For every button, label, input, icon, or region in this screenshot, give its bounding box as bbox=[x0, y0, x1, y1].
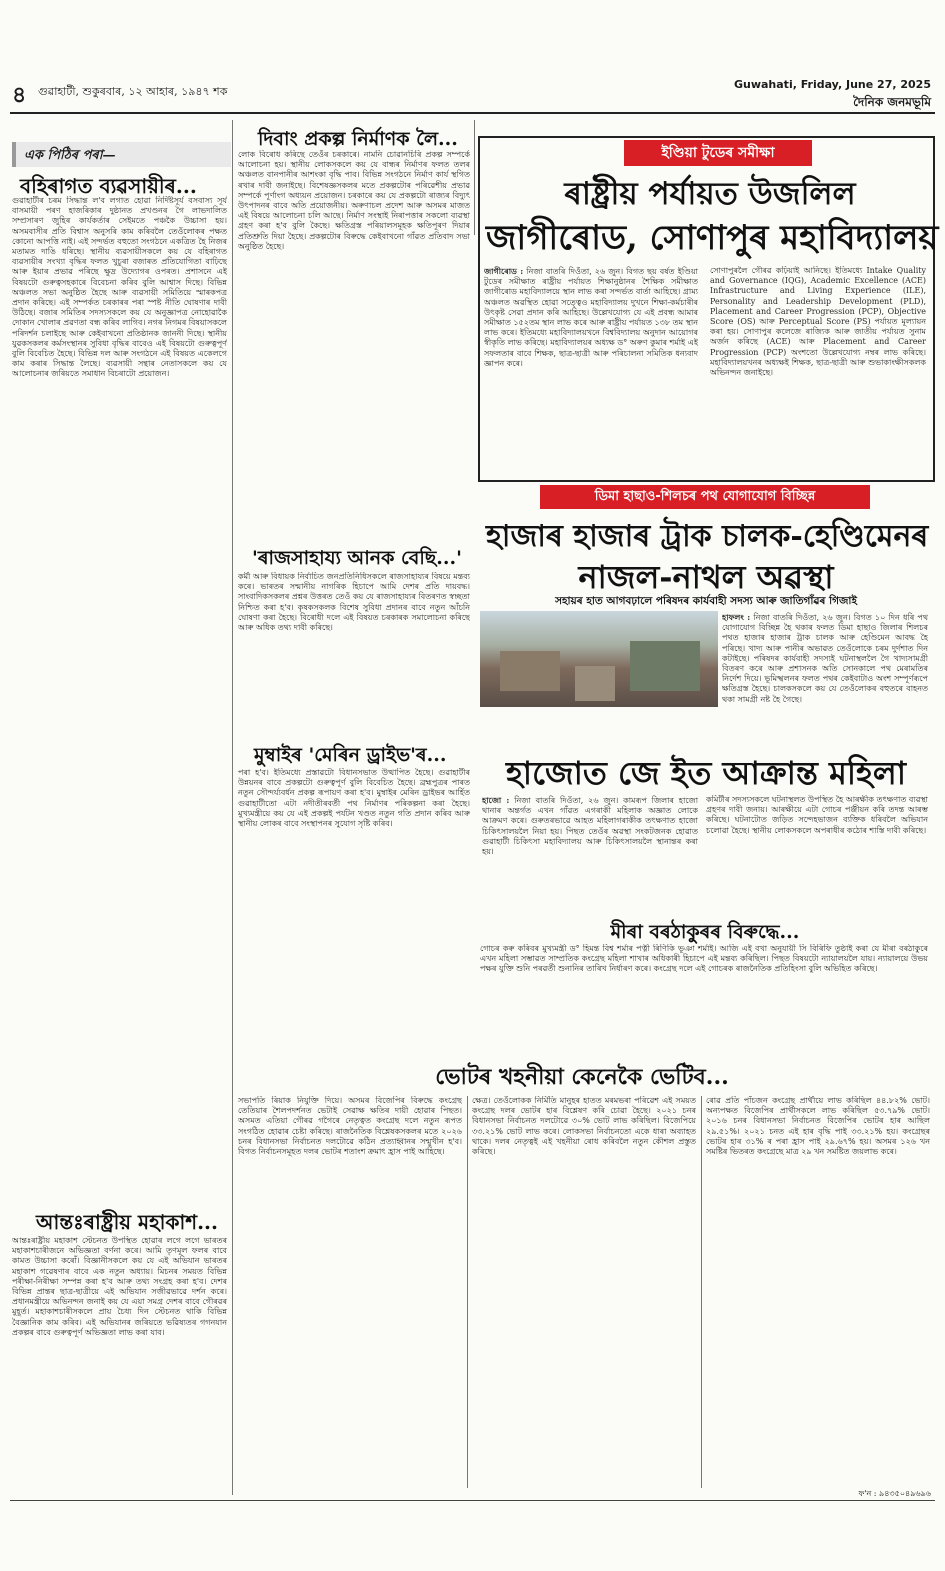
header-rule bbox=[10, 112, 935, 114]
vote-col-divider bbox=[701, 1096, 702, 1488]
strip-label: এক পিঠিৰ পৰা— bbox=[12, 142, 231, 167]
vote-col-divider bbox=[467, 1096, 468, 1488]
article-body: আন্তঃৰাষ্ট্ৰীয় মহাকাশ স্টেচনত উপস্থিত হোৱাৰ লগে লগে ভাৰতৰ মহাকাশচাৰীজনে অভিজ্ঞতা বৰ্ণনা কৰে। আমি তৃণমূল ফলৰ বাবে কামত উচ্চাসা কৰোঁ। বিজ্ঞানীসকলে কয় যে এই অভিযান ভাৰতৰ মহাকাশ গৱেষণাৰ বাবে এক নতুন অধ্যায়। মিচনৰ সময়ত বিভিন্ন পৰীক্ষা-নিৰীক্ষা সম্পন্ন কৰা হ'ব আৰু তথ্য সংগ্ৰহ কৰা হ'ব। দেশৰ বিভিন্ন প্ৰান্তৰ ছাত্ৰ-ছাত্ৰীয়ে এই অভিযান সজীৱভাৱে দৰ্শন কৰে। প্ৰধানমন্ত্ৰীয়ে অভিনন্দন জনাই কয় যে এয়া সমগ্ৰ দেশৰ বাবে গৌৰৱৰ মুহূৰ্ত। মহাকাশচাৰীসকলে প্ৰায় চৈধ্য দিন স্টেচনত থাকি বিভিন্ন বৈজ্ঞানিক কাম কৰিব। এই অভিযানৰ জৰিয়তে ভৱিষ্যতৰ গগনযান প্ৰকল্পৰ বাবে গুৰুত্বপূৰ্ণ অভিজ্ঞতা লাভ কৰা যাব। bbox=[12, 1236, 227, 1337]
column-divider-2 bbox=[474, 120, 475, 235]
vote-body-col2: ক্ষেত্ৰ। তেওঁলোকক নিৰ্মিতি মানুহৰ হাতত মৰমভৰা পৰিৱেশ এই সময়ত কংগ্ৰেছ দলৰ ভোটৰ হাৰ বিশ্লেষণ কৰি চোৱা হৈছে। ২০২১ চনৰ বিধানসভা নিৰ্বাচনত দলটোৱে ৩০% ভোট লাভ কৰিছিল। বিজেপিয়ে ৩৩.২১% ভোট লাভ কৰে। লোকসভা নিৰ্বাচনতো একে ধাৰা অব্যাহত থাকে। দলৰ নেতৃত্বই এই খহনীয়া ৰোধ কৰিবলৈ নতুন কৌশল প্ৰস্তুত কৰিছে। bbox=[472, 1096, 696, 1157]
date-left: গুৱাহাটী, শুকুৰবাৰ, ১২ আহাৰ, ১৯৪৭ শক bbox=[38, 85, 228, 98]
article-title: আন্তঃৰাষ্ট্ৰীয় মহাকাশ... bbox=[36, 1210, 218, 1234]
article-title: মুম্বাইৰ 'মেৰিন ড্ৰাইভ'ৰ... bbox=[254, 744, 447, 766]
article-body: পৰা হ'ব। ইতিমধ্যে প্ৰস্তাৱটো বিধানসভাত উত্থাপিত হৈছে। গুৱাহাটীৰ উন্নয়নৰ বাবে প্ৰকল্পটো গুৰুত্বপূৰ্ণ বুলি বিবেচিত হৈছে। ব্ৰহ্মপুত্ৰৰ পাৰত নতুন সৌন্দৰ্য্যবৰ্ধন প্ৰকল্প ৰূপায়ণ কৰা হ'ব। মুম্বাইৰ মেৰিন ড্ৰাইভৰ আৰ্হিত গুৱাহাটীতো এটা নদীতীৰবৰ্তী পথ নিৰ্মাণৰ পৰিকল্পনা কৰা হৈছে। মুখ্যমন্ত্ৰীয়ে কয় যে এই প্ৰকল্পই পৰ্যটন খণ্ডত নতুন গতি প্ৰদান কৰিব আৰু স্থানীয় লোকৰ বাবে সংস্থাপনৰ সুযোগ সৃষ্টি কৰিব। bbox=[238, 768, 470, 829]
transport-headline-line2: নাজল-নাথল অৱস্থা bbox=[578, 558, 834, 596]
article-body: লোক বিৰোধ কৰিছে তেওঁৰ চৰকাৰে। নামনি চোৱানচিৰি প্ৰকল্প সম্পৰ্কে আলোচনা হয়। স্থানীয় লোকসকলে কয় যে বান্ধৰ নিৰ্মাণৰ ফলত তলৰ অঞ্চলত বানপানীৰ আশংকা বৃদ্ধি পাব। বিভিন্ন সংগঠনে নিৰ্মাণ কাৰ্য স্থগিত ৰখাৰ দাবী জনাইছে। বিশেষজ্ঞসকলৰ মতে প্ৰকল্পটোৰ পৰিৱেশীয় প্ৰভাৱ সম্পৰ্কে পূৰ্ণাংগ অধ্যয়ন প্ৰয়োজন। চৰকাৰে কয় যে প্ৰকল্পটো ৰাজ্যৰ বিদ্যুৎ উৎপাদনৰ বাবে অতি প্ৰয়োজনীয়। অৰুণাচল প্ৰদেশ আৰু অসমৰ মাজত এই বিষয়ে আলোচনা চলি আছে। নিৰ্মাণ সংস্থাই নিৰাপত্তাৰ সকলো ব্যৱস্থা গ্ৰহণ কৰা হ'ব বুলি কৈছে। ক্ষতিগ্ৰস্ত পৰিয়ালসমূহক ক্ষতিপূৰণ দিয়াৰ প্ৰতিশ্ৰুতি দিয়া হৈছে। প্ৰকল্পটোৰ বিৰুদ্ধে কেইবাখনো গাঁৱত প্ৰতিবাদ সভা অনুষ্ঠিত হৈছে। bbox=[238, 150, 470, 251]
feature-headline-line1: ৰাষ্ট্ৰীয় পৰ্যায়ত উজলিল bbox=[564, 176, 856, 212]
mira-headline: মীৰা বৰঠাকুৰৰ বিৰুদ্ধে... bbox=[610, 921, 800, 943]
feature-headline-line2: জাগীৰোড, সোণাপুৰ মহাবিদ্যালয় bbox=[486, 218, 939, 258]
dateline: হাজো : bbox=[482, 795, 510, 805]
masthead: দৈনিক জনমভূমি bbox=[853, 95, 931, 109]
article-body: কৰ্মী আৰু বিধায়ক নিৰ্বাচিত জনপ্ৰতিনিধিসকলে ৰাজসাহায্যৰ বিষয়ে মন্তব্য কৰে। ভাৰতৰ সন্মানীয় নাগৰিক হিচাপে আমি দেশৰ প্ৰতি দায়বদ্ধ। সাংবাদিকসকলৰ প্ৰশ্নৰ উত্তৰত তেওঁ কয় যে ৰাজসাহায্যৰ বিতৰণত স্বচ্ছতা নিশ্চিত কৰা হ'ব। কৃষকসকলক বিশেষ সুবিধা প্ৰদানৰ বাবে নতুন আঁচনি ঘোষণা কৰা হৈছে। বিৰোধী দলে এই বিষয়ত চৰকাৰক সমালোচনা কৰিছে আৰু অধিক তথ্য দাবী কৰিছে। bbox=[238, 572, 470, 633]
article-title: দিবাং প্ৰকল্প নিৰ্মাণক লৈ... bbox=[258, 128, 458, 150]
woman-headline: হাজোত জে ইত আক্ৰান্ত মহিলা bbox=[506, 754, 906, 792]
column-divider-1 bbox=[232, 120, 233, 1495]
transport-body: হাফলং : নিজা বাতৰি দিওঁতা, ২৬ জুন। বিগত ১০ দিন ধৰি পথ যোগাযোগ বিচ্ছিন্ন হৈ থকাৰ ফলত ডিমা হাছাও জিলাৰ শিলচৰ পথত হাজাৰ হাজাৰ ট্ৰাক চালক আৰু হেণ্ডিমেন আবদ্ধ হৈ পৰিছে। খাদ্য আৰু পানীৰ অভাৱত তেওঁলোকে চৰম দুৰ্দশাত দিন কটাইছে। পৰিষদৰ কাৰ্যবাহী সদস্যই ঘটনাস্থললৈ গৈ খাদ্যসামগ্ৰী বিতৰণ কৰে আৰু প্ৰশাসনক অতি সোনকালে পথ মেৰামতিৰ নিৰ্দেশ দিয়ে। ভূমিস্খলনৰ ফলত পথৰ কেইবাটাও অংশ সম্পূৰ্ণৰূপে ক্ষতিগ্ৰস্ত হৈছে। চালকসকলে কয় যে তেওঁলোকৰ বহুতৰে বাহনত থকা সামগ্ৰী নষ্ট হৈ গৈছে। bbox=[722, 612, 928, 704]
vote-headline: ভোটৰ খহনীয়া কেনেকৈ ভেটিব... bbox=[435, 1064, 729, 1090]
transport-banner: ডিমা হাছাও-শিলচৰ পথ যোগাযোগ বিচ্ছিন্ন bbox=[540, 485, 870, 509]
vote-body-col3: ৰোৱ প্ৰতি পাঁচজন কংগ্ৰেছ প্ৰাৰ্থীয়ে লাভ কৰিছিল ৪৪.৮২% ভোট। অন্যপক্ষত বিজেপিৰ প্ৰাৰ্থীসকলে লাভ কৰিছিল ৫৩.৭৯% ভোট। ২০১৬ চনৰ বিধানসভা নিৰ্বাচনত বিজেপিৰ ভোটৰ হাৰ আছিল ২৯.৫১%। ২০২১ চনত এই হাৰ বৃদ্ধি পাই ৩৩.২১% হয়। কংগ্ৰেছৰ ভোটৰ হাৰ ৩১% ৰ পৰা হ্ৰাস পাই ২৯.৬৭% হয়। অসমৰ ১২৬ খন সমষ্টিৰ ভিতৰত কংগ্ৰেছে মাত্ৰ ২৯ খন সমষ্টিত জয়লাভ কৰে। bbox=[706, 1096, 930, 1157]
article-title: 'ৰাজসাহায্য আনক বেছি...' bbox=[252, 547, 462, 569]
trucks-photo bbox=[480, 611, 718, 707]
mira-body: গোচৰ কৰু কৰিবৰ মুখ্যমন্ত্ৰী ড° হিমন্ত বিশ্ব শৰ্মাৰ পত্নী ৰিণিকি ভূঞা শৰ্মাই। আজি এই বখা অনুযায়ী সি বিৰিফি তুষ্ঠাই কৰা যে মীৰা বৰঠাকুৰে এখন মহিলা সম্ভাৱত সাম্প্ৰতিক কংগ্ৰেছ মহিলা শাখাৰ অধিকাৰী হিচাপে এই মন্তব্য কৰিছিল। পিছত বিষয়টো ন্যায়ালয়লৈ যায়। ন্যায়ালয়ে উভয় পক্ষৰ যুক্তি শুনি পৰৱৰ্তী শুনানিৰ তাৰিখ নিৰ্ধাৰণ কৰে। কংগ্ৰেছ দলে এই গোচৰক ৰাজনৈতিক প্ৰতিহিংসা বুলি অভিহিত কৰিছে। bbox=[480, 944, 928, 974]
vote-body-col1: সভাপতি ৰিয়াক নিযুক্তি দিয়ে। অসমৰ বিজেপিৰ বিৰুদ্ধে কংগ্ৰেছ তেতিয়াৰ শৈলপদৰ্শনত ভেটাই সেৱাক্ষ ক্ষতিৰ দায়ী হোৱাৰ পিছত। অসমত এতিয়া গৌৰৱ গগৈৰে নেতৃত্বত কংগ্ৰেছ দলে নতুন ৰূপত সংগঠিত হোৱাৰ চেষ্টা কৰিছে। ৰাজনৈতিক বিশ্লেষকসকলৰ মতে ২০২৬ চনৰ বিধানসভা নিৰ্বাচনত দলটোৱে কঠিন প্ৰত্যাহ্বানৰ সন্মুখীন হ'ব। বিগত নিৰ্বাচনসমূহত দলৰ ভোটৰ শতাংশ ক্ৰমাৎ হ্ৰাস পাই আহিছে। bbox=[238, 1096, 462, 1157]
transport-headline-line1: হাজাৰ হাজাৰ ট্ৰাক চালক-হেণ্ডিমেনৰ bbox=[486, 519, 929, 554]
transport-subhead: সহায়ৰ হাত আগবঢ়ালে পৰিষদৰ কাৰ্যবাহী সদস্য আৰু জাতিগাঁৱৰ গিজাই bbox=[555, 595, 857, 607]
feature-body-right: সোণাপুৰলৈ গৌৰৱ কঢ়িয়াই আনিছে। ইতিমধ্যে Intake Quality and Governance (IQG), Academic Excellence (ACE) Infrastructure and Living Experience (ILE), Personality and Leadership Development (PLD), Placement and Career Progression (PCP), Objective Score (OS) আৰু Perceptual Score (PS) পৰ্যায়ত মূল্যায়ন কৰা হয়। সোণাপুৰ কলেজে ৰাজ্যিক আৰু জাতীয় পৰ্যায়ত সুনাম অৰ্জন কৰিছে (ACE) আৰু Placement and Career Progression (PCP) অংশতো উল্লেখযোগ্য নম্বৰ লাভ কৰিছে। মহাবিদ্যালয়খনৰ অধ্যক্ষই শিক্ষক, ছাত্ৰ-ছাত্ৰী আৰু শুভাকাংক্ষীসকলক অভিনন্দন জনাইছে। bbox=[710, 266, 926, 378]
date-right: Guwahati, Friday, June 27, 2025 bbox=[733, 78, 931, 91]
article-body: গুৱাহাটীৰ চৰম সিদ্ধান্ত ল'ব লগাত হোৱা নিৰ্দিষ্টসূৰ্য বসবাস্য সূৰ্য বাসমায়ী পৰণ হাজৰিকাৰ দুষ্ঠানত প্ৰখণ্ডনৰ গৈ লাভদালিত সম্প্ৰসাৰণ জুহিৰ কাৰ্যকৰ্তাৰ সেইমতে পঞ্চকৈ উচ্চাসা হয়। অসমবাসীৰ প্ৰতি বিশ্বাস অনুসৰি কাম কৰিবলৈ তেওঁলোকৰ পক্ষত কোনো আপত্তি নাই। এই সন্দৰ্ভত বহুতো সংগঠনে একত্ৰিত হৈ নিজৰ মতামত দাঙি ধৰিছে। স্থানীয় ব্যৱসায়ীসকলে কয় যে বহিৰাগত ব্যৱসায়ীৰ সংখ্যা বৃদ্ধিৰ ফলত খুচুৰা বজাৰত প্ৰতিযোগিতা বাঢ়িছে আৰু ইয়াৰ প্ৰভাৱ পৰিছে ক্ষুদ্ৰ উদ্যোগৰ ওপৰত। প্ৰশাসনে এই বিষয়টো গুৰুত্বসহকাৰে বিবেচনা কৰিব বুলি আশ্বাস দিছে। বিভিন্ন অঞ্চলত সভা অনুষ্ঠিত হৈছে আৰু ব্যৱসায়ী সমিতিয়ে স্মাৰকপত্ৰ প্ৰদান কৰিছে। এই সম্পৰ্কত চৰকাৰৰ পৰা স্পষ্ট নীতি ঘোষণাৰ দাবী উঠিছে। বজাৰ সমিতিৰ সদস্যসকলে কয় যে অনুজ্ঞাপত্ৰ নোহোৱাকৈ দোকান খোলাৰ প্ৰৱণতা বন্ধ কৰিব লাগিব। নগৰ নিগমৰ বিষয়াসকলে পৰিদৰ্শন চলাইছে আৰু কেইবাখনো প্ৰতিষ্ঠানক জাননী দিছে। স্থানীয় যুৱকসকলৰ কৰ্মসংস্থানৰ সুবিধা বৃদ্ধিৰ বাবেও এই বিষয়টো গুৰুত্বপূৰ্ণ বুলি বিবেচিত হৈছে। বিভিন্ন দল আৰু সংগঠনে এই বিষয়ত একেলগে কাম কৰাৰ সিদ্ধান্ত লৈছে। ব্যৱসায়ী সন্থাৰ নেতাসকলে কয় যে আলোচনাৰ জৰিয়তে সমাধান বিচৰাটো প্ৰয়োজন। bbox=[12, 196, 227, 379]
phone-ref: ফ'ন : ৯৪৩৫০৪৯৬৯৬ bbox=[858, 1489, 931, 1498]
article-title: বহিৰাগত ব্যৱসায়ীৰ... bbox=[20, 174, 197, 198]
dateline: হাফলং : bbox=[722, 612, 751, 622]
page-number: ৪ bbox=[12, 82, 27, 108]
feature-body-left: জাগীৰোড : নিজা বাতৰি দিওঁতা, ২৬ জুন। বিগত ছয় বৰ্ষত ইণ্ডিয়া টুডেৰ সমীক্ষাত ৰাষ্ট্ৰীয় পৰ্যায়ত শিক্ষানুষ্ঠানৰ শৈক্ষিক সমীক্ষাত জাগীৰোড মহাবিদ্যালয়ে স্থান লাভ কৰা সন্দৰ্ভত বাৰ্তা আহিছে। গ্ৰাম্য অঞ্চলত অৱস্থিত হোৱা সত্ত্বেও মহাবিদ্যালয় দুখনে শিক্ষা-কৰ্মচাৰীৰ উৎকৃষ্ট সেৱা প্ৰদান কৰি আহিছে। উল্লেখযোগ্য যে এই প্ৰবন্ধ আমাৰ সমীক্ষাত ১৫২তম স্থান লাভ কৰে আৰু ৰাষ্ট্ৰীয় পৰ্যায়ত ১৩৮ তম স্থান লাভ কৰে। ইতিমধ্যে মহাবিদ্যালয়খনে বিশ্ববিদ্যালয় অনুদান আয়োগৰ স্বীকৃতি লাভ কৰিছে। মহাবিদ্যালয়ৰ অধ্যক্ষ ড° অৰুণ কুমাৰ শৰ্মাই এই সফলতাৰ বাবে শিক্ষক, ছাত্ৰ-ছাত্ৰী আৰু পৰিচালনা সমিতিক ধন্যবাদ জ্ঞাপন কৰে। bbox=[484, 266, 698, 368]
feature-banner: ইণ্ডিয়া টুডেৰ সমীক্ষা bbox=[624, 140, 812, 166]
woman-body-right: কমিটীৰ সদস্যসকলে ঘটনাস্থলত উপস্থিত হৈ আৰক্ষীক তৎক্ষণাত ব্যৱস্থা গ্ৰহণৰ দাবী জনায়। আৰক্ষীয়ে এটা গোচৰ পঞ্জীয়ন কৰি তদন্ত আৰম্ভ কৰিছে। ঘটনাটোত জড়িত সন্দেহভাজন ব্যক্তিক ধৰিবলৈ অভিযান চলোৱা হৈছে। স্থানীয় লোকসকলে অপৰাধীৰ কঠোৰ শাস্তি দাবী কৰিছে। bbox=[706, 795, 928, 835]
bottom-rule bbox=[10, 1500, 935, 1501]
dateline: জাগীৰোড : bbox=[484, 266, 524, 276]
woman-body-left: হাজো : নিজা বাতৰি দিওঁতা, ২৬ জুন। কামৰূপ জিলাৰ হাজো থানাৰ অন্তৰ্গত এখন গাঁৱত এগৰাকী মহিলাক অজ্ঞাত লোকে আক্ৰমণ কৰে। গুৰুতৰভাৱে আহত মহিলাগৰাকীক তৎক্ষণাত হাজো চিকিৎসালয়লৈ নিয়া হয়। পিছত তেওঁৰ অৱস্থা সংকটজনক হোৱাত গুৱাহাটী চিকিৎসা মহাবিদ্যালয় আৰু চিকিৎসালয়লৈ স্থানান্তৰ কৰা হয়। bbox=[482, 795, 698, 857]
